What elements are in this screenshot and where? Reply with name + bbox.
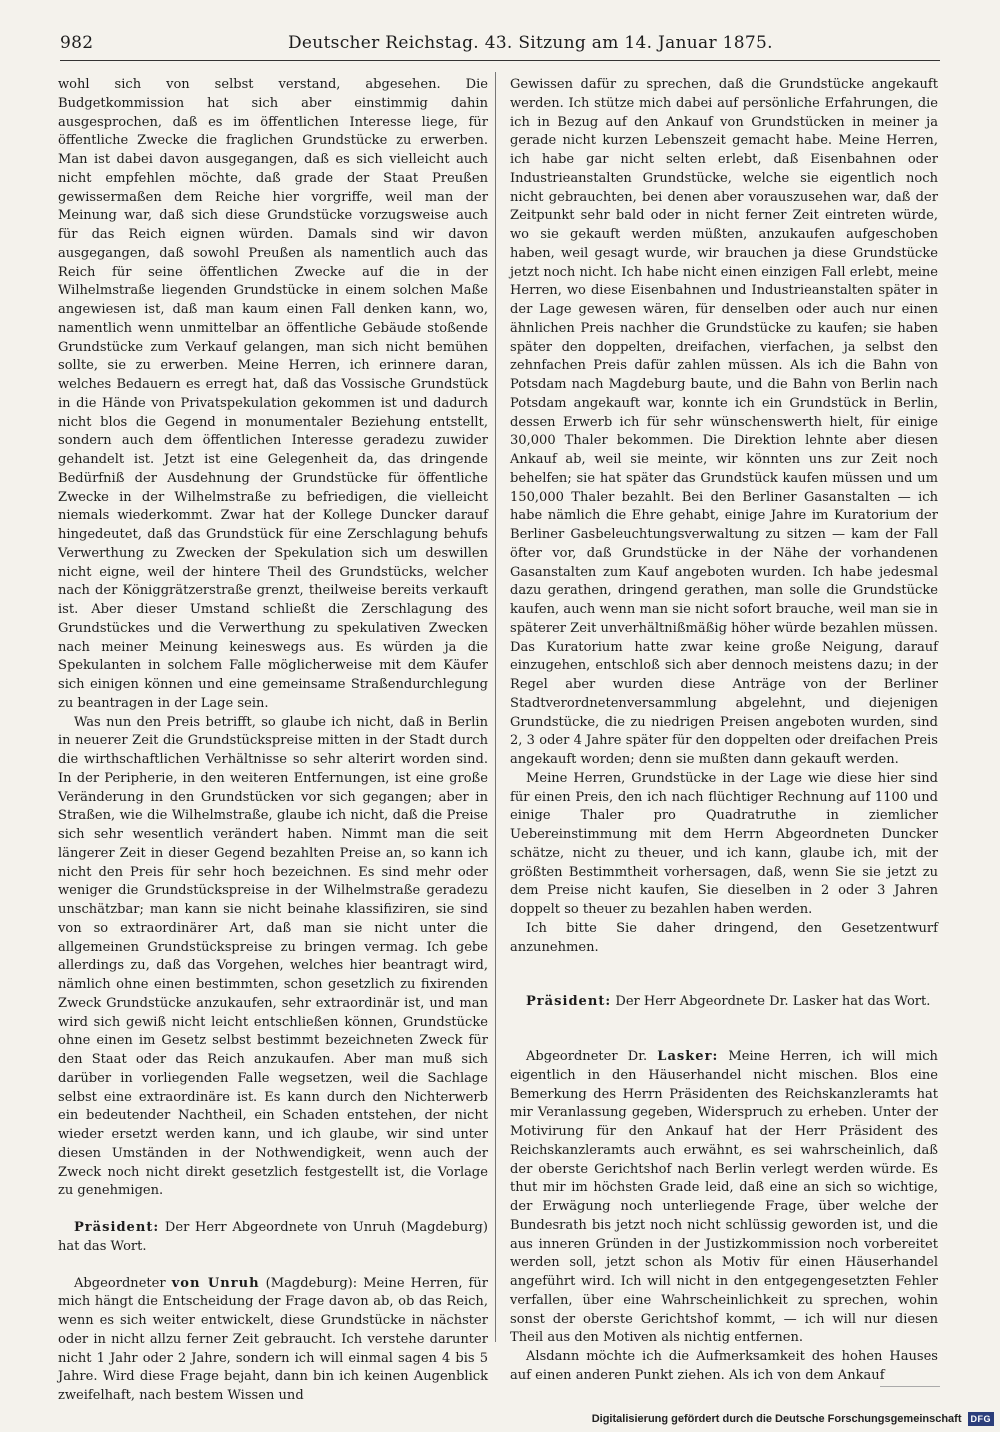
running-head: Deutscher Reichstag. 43. Sitzung am 14. Januar 1875. — [288, 33, 773, 53]
column-divider — [495, 72, 496, 1342]
right-column — [510, 76, 938, 1386]
paragraph: wohl sich von selbst verstand, abgesehen. Die Budgetkommission hat sich aber einstimmig dahin ausgesprochen, daß es im öffentlichen Interesse liege, für öffentliche Zwecke die fraglichen Grundstücke zu erwerben. Man ist dabei davon ausgegangen, daß es sich vielleicht auch nicht empfehlen möchte, daß grade der Staat Preußen gewissermaßen dem Reiche hier vorgriffe, weil man der Meinung war, daß sich diese Grundstücke vorzugsweise auch für das Reich eignen würden. Damals sind wir davon ausgegangen, daß sowohl Preußen als namentlich auch das Reich für seine öffentlichen Zwecke auf die in der Wilhelmstraße liegenden Grundstücke in einem solchen Maße angewiesen ist, daß man kaum einen Fall denken kann, wo, namentlich wenn unmittelbar an öffentliche Gebäude stoßende Grundstücke zum Verkauf gelangen, man sich nicht bemühen sollte, sie zu erwerben. Meine Herren, ich erinnere daran, welches Bedauern es erregt hat, daß das Vossische Grundstück in die Hände von Privatspekulation gekommen ist und dadurch nicht blos die Gegend in monumentaler Beziehung entstellt, sondern auch dem öffentlichen Interesse geradezu zuwider gehandelt ist. Jetzt ist eine Gelegenheit da, das dringende Bedürfniß der Ausdehnung der Grundstücke für öffentliche Zwecke in der Wilhelmstraße zu befriedigen, die vielleicht niemals wiederkommt. Zwar hat der Kollege Duncker darauf hingedeutet, daß das Grundstück für eine Zerschlagung behufs Verwerthung zu Zwecken der Spekulation sich um deswillen nicht eigne, weil der hintere Theil des Grundstücks, welcher nach der Königgrätzerstraße grenzt, theilweise bereits verkauft ist. Aber dieser Umstand schließt die Zerschlagung des Grundstückes und die Verwerthung zu spekulativen Zwecken nach meiner Meinung keineswegs aus. Es würden ja die Spekulanten in solchem Falle möglicherweise mit dem Käufer sich einigen können und eine gemeinsame Straßendurchlegung zu beantragen in der Lage sein. — [58, 77, 488, 711]
paragraph: Alsdann möchte ich die Aufmerksamkeit des hohen Hauses auf einen anderen Punkt ziehen. Als ich von dem Ankauf — [510, 1349, 938, 1383]
speaker-label: Präsident: — [526, 994, 612, 1010]
page-header — [60, 33, 940, 59]
dfg-logo: DFG — [968, 1412, 995, 1426]
bottom-rule — [880, 1386, 940, 1387]
speech-lasker — [510, 1048, 938, 1348]
speaker-title: Abgeordneter Dr. — [526, 1049, 648, 1064]
president-remark — [510, 993, 938, 1012]
paragraph: Meine Herren, Grundstücke in der Lage wie diese hier sind für einen Preis, den ich nach flüchtiger Rechnung auf 1100 und einige Thaler pro Quadratruthe in ziemlicher Uebereinstimmung mit dem Herrn Abgeordneten Duncker schätze, nicht zu theuer, und ich kann, glaube ich, mit der größten Bestimmtheit vorhersagen, daß, wenn Sie sie jetzt zu dem Preise nicht kaufen, Sie dieselben in 2 oder 3 Jahren doppelt so theuer zu bezahlen haben werden. — [510, 770, 938, 917]
speaker-label: Präsident: — [74, 1220, 160, 1235]
paragraph: Ich bitte Sie daher dringend, den Gesetzentwurf anzunehmen. — [510, 920, 938, 955]
digitization-credit — [592, 1412, 994, 1426]
speaker-name: von Unruh — [171, 1275, 260, 1291]
paragraph: Gewissen dafür zu sprechen, daß die Grundstücke angekauft werden. Ich stütze mich dabei auf persönliche Erfahrungen, die ich in Bezug auf den Ankauf von Grundstücken in meiner ja gerade nicht kurzen Lebenszeit gemacht habe. Meine Herren, ich habe gar nicht selten erlebt, daß Eisenbahnen oder Industrieanstalten Grundstücke, welche sie eigentlich noch nicht gebrauchten, bei denen aber vorauszusehen war, daß der Zeitpunkt sehr bald oder in nicht ferner Zeit eintreten würde, wo sie gekauft werden müßten, anzukaufen aufgeschoben haben, weil gesagt wurde, wir brauchen ja diese Grundstücke jetzt noch nicht. Ich habe nicht einen einzigen Fall erlebt, meine Herren, wo diese Eisenbahnen und Industrieanstalten später in der Lage gewesen wären, für denselben oder auch nur einen ähnlichen Preis nachher die Grundstücke zu kaufen; sie haben später den doppelten, dreifachen, vierfachen, ja selbst den zehnfachen Preis dafür zahlen müssen. Als ich die Bahn von Potsdam nach Magdeburg baute, und die Bahn von Berlin nach Potsdam angekauft war, konnte ich ein Grundstück in Berlin, dessen Erwerb ich für sehr wünschenswerth hielt, für einige 30,000 Thaler bekommen. Die Direktion lehnte aber diesen Ankauf ab, weil sie meinte, wir könnten uns zur Zeit noch behelfen; sie hat später das Grundstück kaufen müssen und um 150,000 Thaler bezahlt. Bei den Berliner Gasanstalten — ich habe nämlich die Ehre gehabt, einige Jahre im Kuratorium der Berliner Gasbeleuchtungsverwaltung zu sitzen — kam der Fall öfter vor, daß Grundstücke in der Nähe der vorhandenen Gasanstalten zum Kauf angeboten wurden. Ich habe jedesmal dazu gerathen, dringend gerathen, man solle die Grundstücke kaufen, auch wenn man sie nicht sofort brauche, weil man sie in späterer Zeit unverhältnißmäßig höher würde bezahlen müssen. Das Kuratorium hatte zwar keine große Neigung, darauf einzugehen, entschloß sich aber dennoch meistens dazu; in der Regel aber wurden diese Anträge von der Berliner Stadtverordnetenversammlung abgelehnt, und diejenigen Grundstücke, die zu niedrigen Preisen angeboten wurden, sind 2, 3 oder 4 Jahre später für den doppelten oder dreifachen Preis angekauft worden; denn sie mußten dann gekauft werden. — [510, 77, 938, 767]
page-number: 982 — [60, 33, 94, 53]
speech-text: (Magdeburg): Meine Herren, für mich hängt die Entscheidung der Frage davon ab, ob das Reich, wenn es sich weiter entwickelt, diese Grundstücke in nächster oder in nicht allzu ferner Zeit gebraucht. Ich verstehe darunter nicht 1 Jahr oder 2 Jahre, sondern ich will einmal sagen 4 bis 5 Jahre. Wird diese Frage bejaht, dann bin ich keinen Augenblick zweifelhaft, nach bestem Wissen und — [58, 1275, 488, 1403]
remark-text: Der Herr Abgeordnete von Unruh (Magdeburg) hat das Wort. — [58, 1220, 488, 1254]
speech-unruh — [58, 1275, 488, 1406]
left-column — [58, 76, 488, 1406]
paragraph: Was nun den Preis betrifft, so glaube ich nicht, daß in Berlin in neuerer Zeit die Grundstückspreise mitten in der Stadt durch die wirthschaftlichen Verhältnisse so sehr alterirt worden sind. In der Peripherie, in den weiteren Entfernungen, ist eine große Veränderung in den Grundstücken vor sich gegangen; aber in Straßen, wie die Wilhelmstraße, glaube ich nicht, daß die Preise sich sehr wesentlich verändert haben. Nimmt man die seit längerer Zeit in dieser Gegend bezahlten Preise an, so kann ich nicht den Preis für sehr hoch bezeichnen. Es sind mehr oder weniger die Grundstückspreise in der Wilhelmstraße geradezu unschätzbar; man kann sie nicht beinahe klassifiziren, sie sind von so extraordinärer Art, daß man sie nicht unter die allgemeinen Grundstückspreise zu bringen vermag. Ich gebe allerdings zu, daß das Vorgehen, welches hier beantragt wird, nämlich ohne einen bestimmten, schon gesetzlich zu fixirenden Zweck Grundstücke anzukaufen, sehr extraordinär ist, und man wird sich gewiß nicht leicht entschließen können, Grundstücke ohne einen im Gesetz selbst bestimmt bezeichneten Zweck für den Staat oder das Reich anzukaufen. Aber man muß sich darüber in vorliegenden Falle wegsetzen, weil die Sachlage selbst eine extraordinäre ist. Es kann durch den Nichterwerb ein bedeutender Nachtheil, ein Schaden entstehen, der nicht wieder ersetzt werden kann, und ich glaube, wir sind unter diesen Umständen in der Nothwendigkeit, wenn auch der Zweck noch nicht direkt gesetzlich festgestellt ist, die Vorlage zu genehmigen. — [58, 714, 488, 1199]
speech-text: Meine Herren, ich will mich eigentlich in den Häuserhandel nicht mischen. Blos eine Bemerkung des Herrn Präsidenten des Reichskanzleramts hat mir Veranlassung gegeben, Widerspruch zu erheben. Unter der Motivirung für den Ankauf hat der Herr Präsident des Reichskanzleramts auch erwähnt, es sei wahrscheinlich, daß der oberste Gerichtshof nach Berlin verlegt werden würde. Es thut mir im höchsten Grade leid, daß eine an sich so wichtige, der Erwägung noch unterliegende Frage, über welche der Bundesrath bis jetzt noch nicht schlüssig geworden ist, und die aus inneren Gründen in der Justizkommission noch vorbereitet werden soll, jetzt schon als Motiv für einen Häuserhandel angeführt wird. Ich will nicht in den entgegengesetzten Fehler verfallen, über eine Wahrscheinlichkeit zu sprechen, wohin sonst der oberste Gerichtshof kommt, — ich will nur diesen Theil aus den Motiven als nichtig entfernen. — [510, 1049, 938, 1346]
president-remark — [58, 1219, 488, 1257]
remark-text: Der Herr Abgeordnete Dr. Lasker hat das Wort. — [615, 994, 931, 1010]
speaker-name: Lasker: — [657, 1049, 719, 1064]
speaker-title: Abgeordneter — [74, 1275, 166, 1291]
credit-text: Digitalisierung gefördert durch die Deutsche Forschungsgemeinschaft — [591, 1413, 962, 1425]
header-rule — [60, 60, 940, 61]
